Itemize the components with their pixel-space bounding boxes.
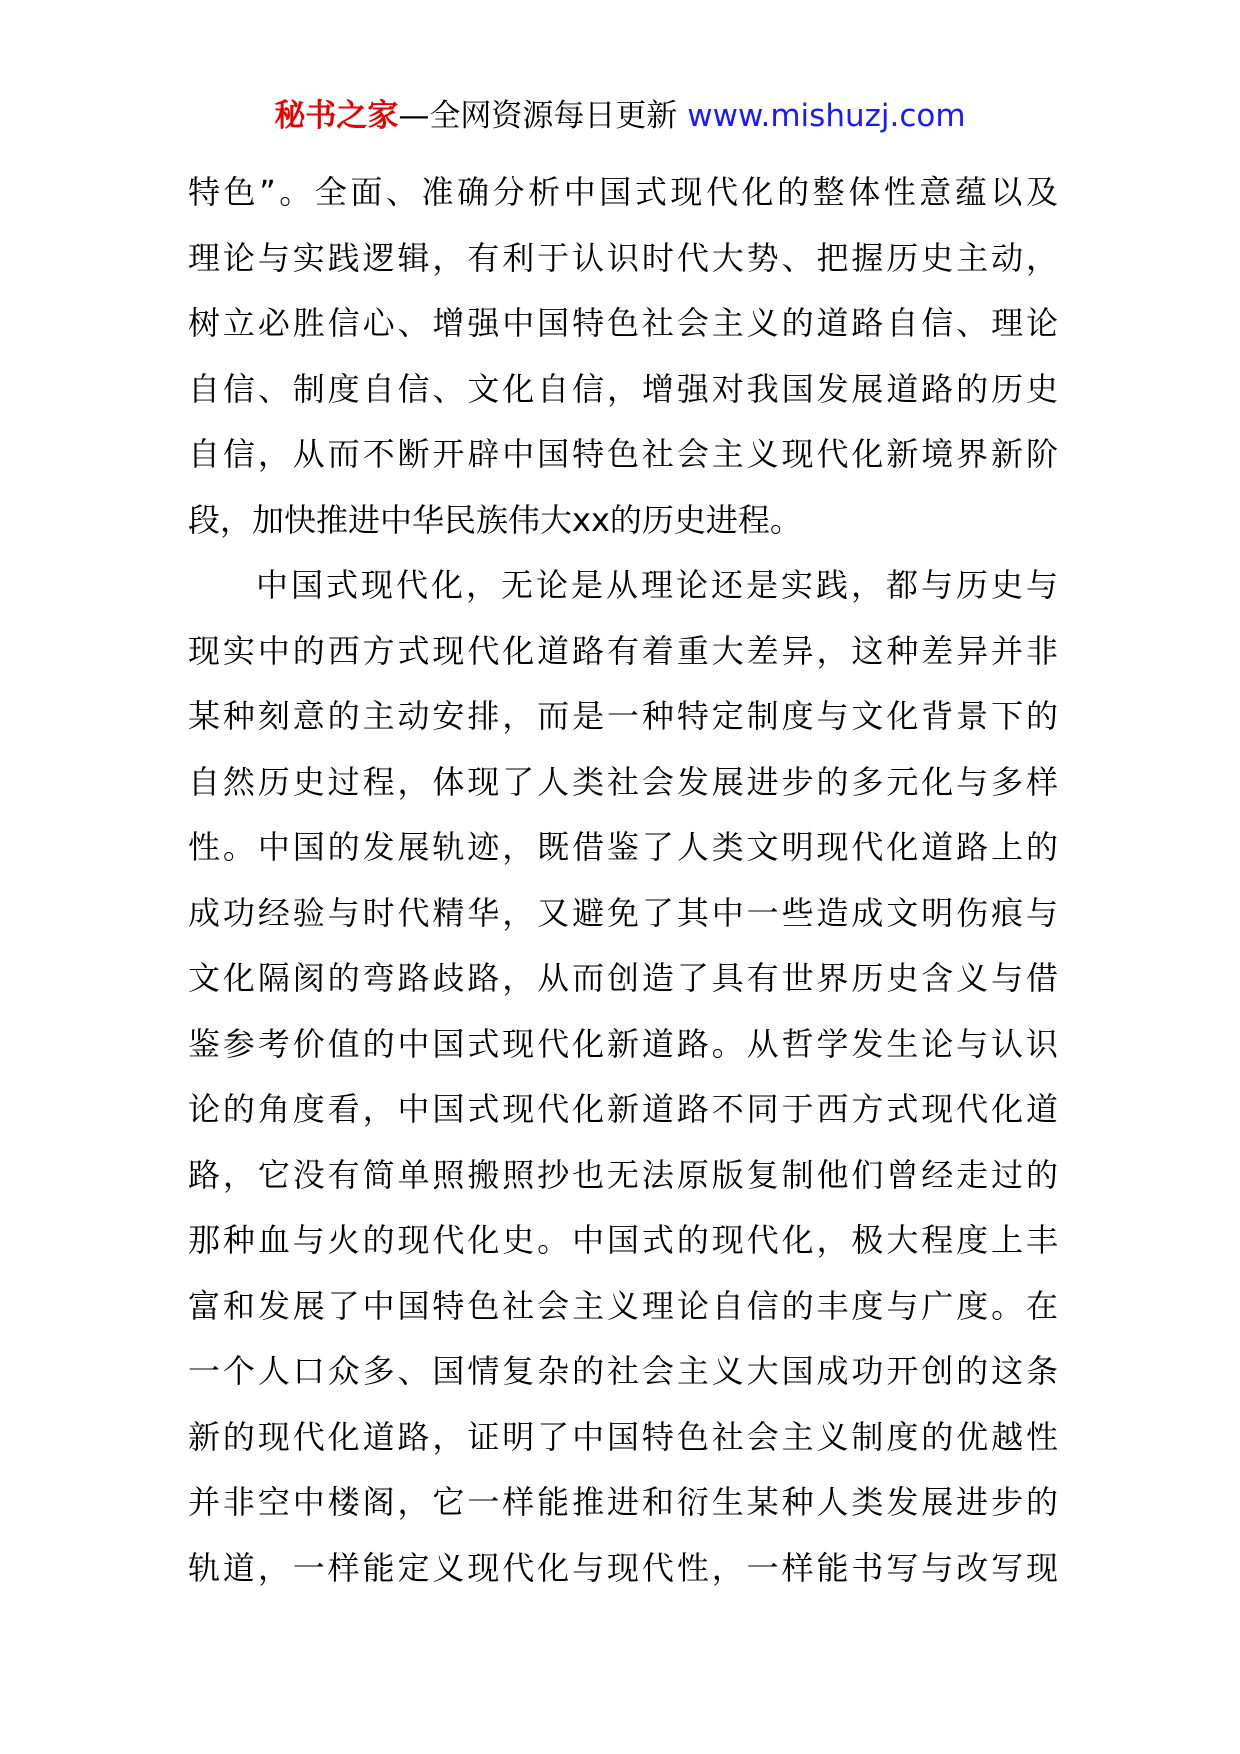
text-line: 富和发展了中国特色社会主义理论自信的丰度与广度。在 (188, 1286, 1058, 1325)
text-line: 新的现代化道路，证明了中国特色社会主义制度的优越性 (188, 1417, 1058, 1456)
page-header (0, 96, 1240, 136)
text-line: 那种血与火的现代化史。中国式的现代化，极大程度上丰 (188, 1221, 1058, 1259)
text-line: 路，它没有简单照搬照抄也无法原版复制他们曾经走过的 (188, 1155, 1058, 1194)
paragraph-1 (188, 160, 1058, 553)
text-line: 特色”。全面、准确分析中国式现代化的整体性意蕴以及 (188, 173, 1058, 211)
text-line: 理论与实践逻辑，有利于认识时代大势、把握历史主动， (188, 238, 1058, 277)
text-line: 中国式现代化，无论是从理论还是实践，都与历史与 (256, 566, 1058, 604)
text-line: 论的角度看，中国式现代化新道路不同于西方式现代化道 (188, 1090, 1058, 1128)
text-line: 自然历史过程，体现了人类社会发展进步的多元化与多样 (188, 762, 1058, 801)
text-line: 现实中的西方式现代化道路有着重大差异，这种差异并非 (188, 631, 1058, 670)
text-line: 并非空中楼阁，它一样能推进和衍生某种人类发展进步的 (188, 1483, 1058, 1521)
text-line: 性。中国的发展轨迹，既借鉴了人类文明现代化道路上的 (188, 828, 1058, 866)
site-tagline: —全网资源每日更新 (398, 98, 688, 134)
text-line: 成功经验与时代精华，又避免了其中一些造成文明伤痕与 (188, 893, 1058, 932)
text-line: 自信，从而不断开辟中国特色社会主义现代化新境界新阶 (188, 435, 1058, 473)
text-line: 树立必胜信心、增强中国特色社会主义的道路自信、理论 (188, 304, 1058, 342)
paragraph-2 (188, 553, 1058, 1601)
text-line: 自信、制度自信、文化自信，增强对我国发展道路的历史 (188, 369, 1058, 408)
site-url[interactable]: www.mishuzj.com (687, 98, 966, 134)
document-body (188, 160, 1058, 1601)
text-line: 某种刻意的主动安排，而是一种特定制度与文化背景下的 (188, 697, 1058, 735)
site-brand: 秘书之家 (274, 98, 399, 134)
text-line: 一个人口众多、国情复杂的社会主义大国成功开创的这条 (188, 1352, 1058, 1390)
text-line: 轨道，一样能定义现代化与现代性，一样能书写与改写现 (188, 1548, 1058, 1587)
text-line: 鉴参考价值的中国式现代化新道路。从哲学发生论与认识 (188, 1024, 1058, 1063)
text-line: 文化隔阂的弯路歧路，从而创造了具有世界历史含义与借 (188, 959, 1058, 997)
text-line: 段，加快推进中华民族伟大xx的历史进程。 (188, 500, 802, 539)
